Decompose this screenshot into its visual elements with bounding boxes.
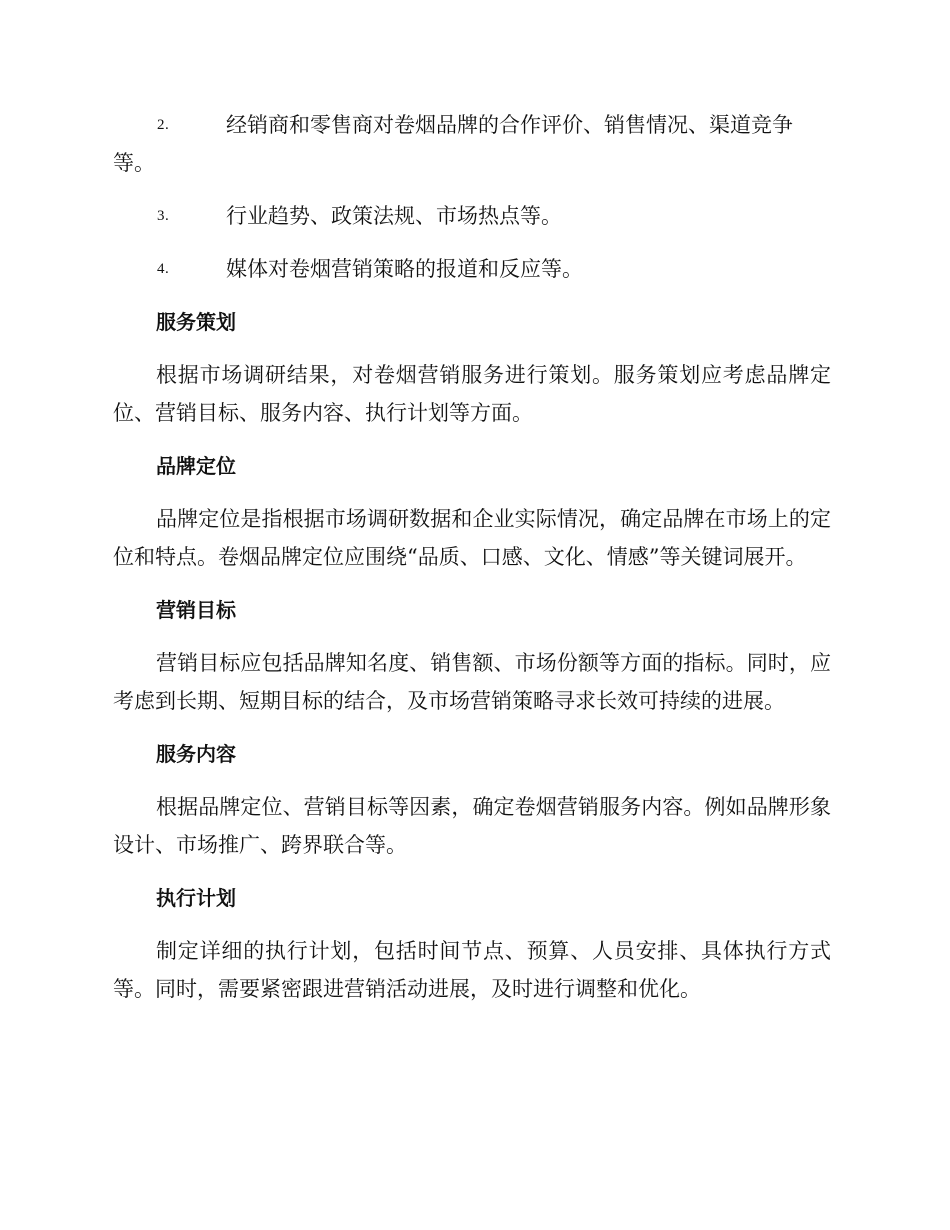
list-item-text: 经销商和零售商对卷烟品牌的合作评价、销售情况、渠道竞争等。	[113, 113, 793, 175]
list-item-text: 媒体对卷烟营销策略的报道和反应等。	[226, 257, 583, 281]
document-body	[113, 106, 831, 1023]
section-paragraph-marketing-goals: 营销目标应包括品牌知名度、销售额、市场份额等方面的指标。同时，应考虑到长期、短期目标的结合，及市场营销策略寻求长效可持续的进展。	[113, 651, 831, 713]
list-item-number: 2.	[157, 117, 170, 133]
section-heading-execution-plan: 执行计划	[156, 886, 236, 910]
section-paragraph-execution-plan: 制定详细的执行计划，包括时间节点、预算、人员安排、具体执行方式等。同时，需要紧密跟进营销活动进展，及时进行调整和优化。	[113, 939, 831, 1001]
section-paragraph-service-planning: 根据市场调研结果，对卷烟营销服务进行策划。服务策划应考虑品牌定位、营销目标、服务内容、执行计划等方面。	[113, 363, 831, 425]
section-paragraph-service-content: 根据品牌定位、营销目标等因素，确定卷烟营销服务内容。例如品牌形象设计、市场推广、跨界联合等。	[113, 795, 831, 857]
list-item-number: 3.	[157, 208, 170, 224]
section-heading-brand-positioning: 品牌定位	[156, 454, 236, 478]
section-heading-marketing-goals: 营销目标	[156, 598, 236, 622]
section-paragraph-brand-positioning: 品牌定位是指根据市场调研数据和企业实际情况，确定品牌在市场上的定位和特点。卷烟品牌定位应围绕“品质、口感、文化、情感”等关键词展开。	[113, 507, 831, 569]
list-item	[113, 250, 831, 288]
list-item	[113, 197, 831, 235]
list-item-number: 4.	[157, 261, 170, 277]
list-item-text: 行业趋势、政策法规、市场热点等。	[226, 204, 562, 228]
section-heading-service-content: 服务内容	[156, 742, 236, 766]
section-heading-service-planning: 服务策划	[156, 310, 236, 334]
list-item	[113, 106, 831, 182]
